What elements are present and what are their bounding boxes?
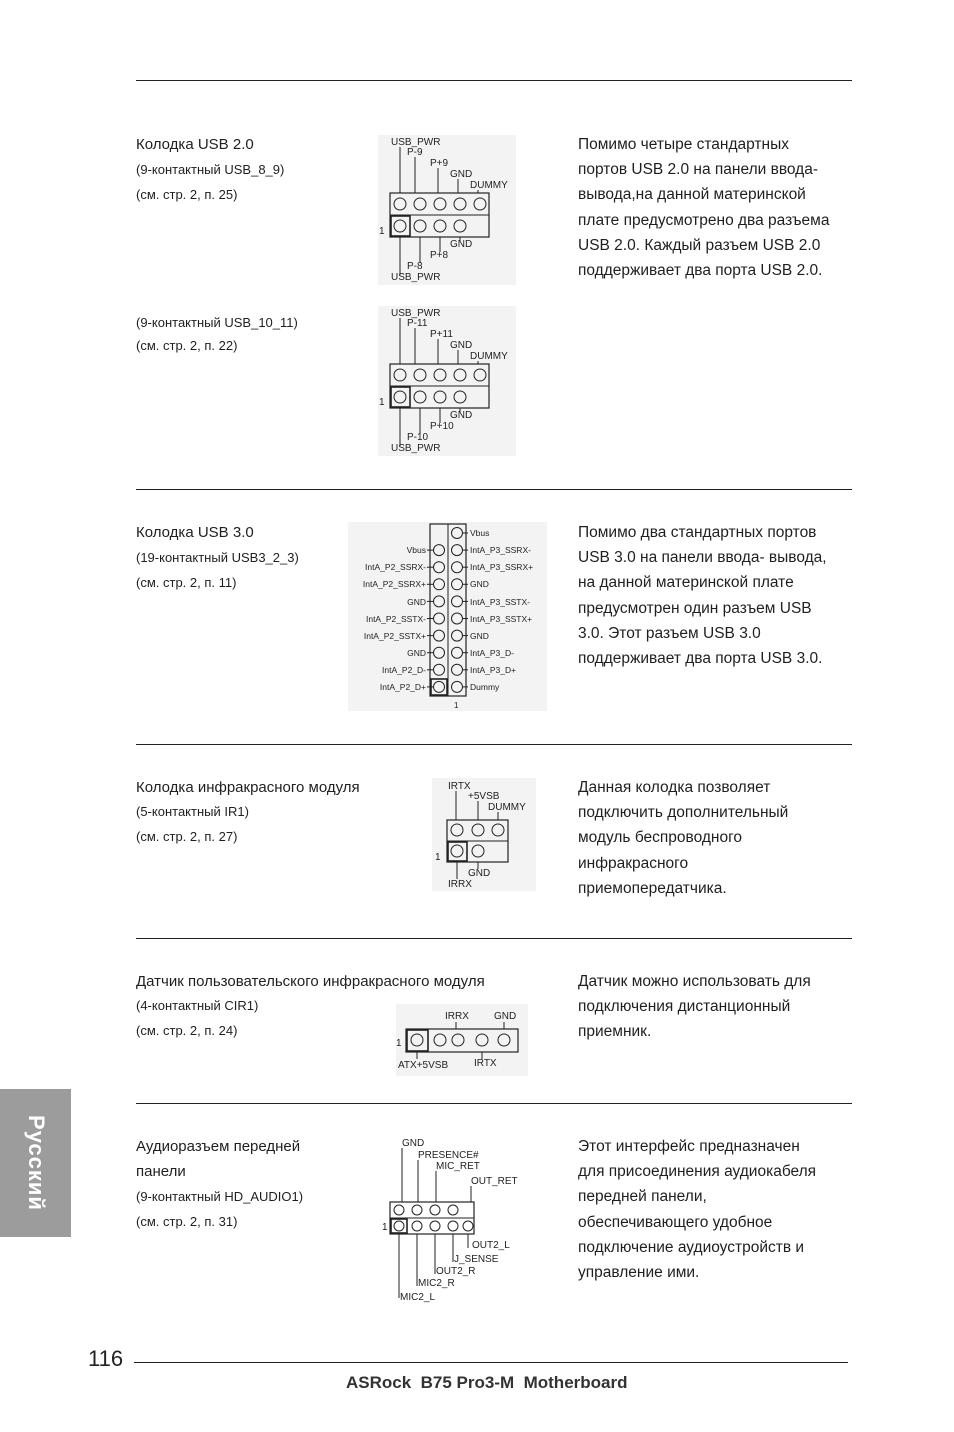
diagram-label: IntA_P3_SSTX- xyxy=(470,597,531,607)
language-side-tab xyxy=(0,1089,71,1237)
diagram-label: Vbus xyxy=(406,545,426,555)
diagram-label: IntA_P2_SSTX+ xyxy=(363,631,426,641)
desc-line: инфракрасного xyxy=(578,854,689,872)
diagram-label: MIC2_L xyxy=(400,1292,436,1303)
usb3-header-diagram xyxy=(348,522,547,711)
usb2-description xyxy=(578,132,858,283)
diagram-label: IntA_P3_SSTX+ xyxy=(470,614,533,624)
desc-line: подключить дополнительный xyxy=(578,804,789,822)
diagram-label: IntA_P2_SSRX- xyxy=(365,562,426,572)
desc-line: поддерживает два порта USB 3.0. xyxy=(578,650,823,668)
desc-line: вывода,на данной материнской xyxy=(578,186,806,204)
usb3-title: Колодка USB 3.0 xyxy=(136,524,254,541)
pin1-marker: 1 xyxy=(396,1038,402,1049)
usb2-header-diagram-a xyxy=(378,135,516,285)
diagram-label: P-9 xyxy=(407,147,423,158)
desc-line: USB 3.0 на панели ввода- вывода, xyxy=(578,549,827,567)
desc-line: Помимо два стандартных портов xyxy=(578,524,817,541)
desc-line: обеспечивающего удобное xyxy=(578,1213,773,1231)
pin xyxy=(452,596,463,607)
diagram-label: IntA_P2_D+ xyxy=(379,682,426,692)
diagram-label: USB_PWR xyxy=(391,308,441,319)
pin xyxy=(452,579,463,590)
diagram-label: GND xyxy=(470,579,489,589)
diagram-label: OUT2_R xyxy=(436,1266,476,1277)
diagram-label: J_SENSE xyxy=(454,1254,499,1265)
desc-line: плате предусмотрено два разъема xyxy=(578,211,830,229)
cir-title: Датчик пользовательского инфракрасного модуля xyxy=(136,973,485,990)
diagram-label: P+9 xyxy=(430,158,449,169)
diagram-label: DUMMY xyxy=(470,351,508,362)
footer-title: ASRock B75 Pro3-M Motherboard xyxy=(346,1373,628,1392)
usb2-title: Колодка USB 2.0 xyxy=(136,136,254,153)
diagram-label: MIC2_R xyxy=(418,1278,455,1289)
diagram-label: Dummy xyxy=(470,682,500,692)
usb2-sub-ref-a: (см. стр. 2, п. 25) xyxy=(136,187,238,202)
desc-line: USB 2.0. Каждый разъем USB 2.0 xyxy=(578,236,821,254)
ir-header-diagram xyxy=(432,778,536,891)
pin xyxy=(452,630,463,641)
desc-line: для присоединения аудиокабеля xyxy=(578,1163,817,1181)
pin xyxy=(452,681,463,692)
pin xyxy=(452,545,463,556)
desc-line: Помимо четыре стандартных xyxy=(578,136,789,153)
pin xyxy=(434,562,445,573)
diagram-label: P+10 xyxy=(430,421,454,432)
section-divider xyxy=(136,1103,852,1104)
pin xyxy=(434,664,445,675)
diagram-label: GND xyxy=(407,648,426,658)
page-number: 116 xyxy=(88,1346,124,1371)
diagram-label: GND xyxy=(494,1011,517,1022)
audio-title-line1: Аудиоразъем передней xyxy=(136,1138,301,1155)
usb2-sub-ref-b: (см. стр. 2, п. 22) xyxy=(136,338,238,353)
diagram-label: GND xyxy=(468,868,491,879)
audio-sub-ref: (см. стр. 2, п. 31) xyxy=(136,1214,238,1229)
diagram-label: IntA_P3_D- xyxy=(470,648,514,658)
pin xyxy=(434,613,445,624)
diagram-label: IRRX xyxy=(448,879,472,890)
usb2-header-diagram-b xyxy=(378,306,516,456)
diagram-label: PRESENCE# xyxy=(418,1150,479,1161)
pin xyxy=(452,613,463,624)
desc-line: подключения дистанционный xyxy=(578,998,791,1016)
diagram-label: OUT2_L xyxy=(472,1240,510,1251)
diagram-label: GND xyxy=(402,1138,425,1149)
diagram-label: IntA_P3_SSRX- xyxy=(470,545,531,555)
diagram-label: +5VSB xyxy=(468,791,500,802)
diagram-label: IntA_P2_SSTX- xyxy=(365,614,426,624)
usb3-description xyxy=(578,520,858,671)
diagram-label: Vbus xyxy=(470,528,490,538)
cir-description xyxy=(578,969,858,1045)
diagram-label: ATX+5VSB xyxy=(398,1060,449,1071)
diagram-label: P-10 xyxy=(407,432,429,443)
desc-line: Датчик можно использовать для xyxy=(578,973,811,990)
section-divider xyxy=(136,744,852,745)
diagram-label: P-8 xyxy=(407,261,423,272)
diagram-label: GND xyxy=(450,410,473,421)
diagram-label: USB_PWR xyxy=(391,443,441,454)
desc-line: поддерживает два порта USB 2.0. xyxy=(578,262,823,280)
pin xyxy=(452,664,463,675)
desc-line: Этот интерфейс предназначен xyxy=(578,1138,800,1155)
audio-description xyxy=(578,1134,858,1285)
desc-line: 3.0. Этот разъем USB 3.0 xyxy=(578,624,761,642)
diagram-label: IRRX xyxy=(445,1011,469,1022)
ir-sub-pins: (5-контактный IR1) xyxy=(136,804,249,819)
diagram-label: USB_PWR xyxy=(391,137,441,148)
diagram-label: IRTX xyxy=(448,781,471,792)
pin xyxy=(434,545,445,556)
side-tab-label: Русский xyxy=(23,1115,49,1211)
diagram-label: GND xyxy=(450,239,473,250)
diagram-label: P+11 xyxy=(430,329,453,340)
diagram-label: IntA_P2_D- xyxy=(382,665,426,675)
desc-line: передней панели, xyxy=(578,1188,707,1206)
top-rule xyxy=(136,80,852,81)
desc-line: приемник. xyxy=(578,1023,652,1041)
diagram-label: GND xyxy=(407,597,426,607)
ir-description xyxy=(578,775,858,901)
diagram-label: DUMMY xyxy=(488,802,526,813)
section-divider xyxy=(136,489,852,490)
diagram-label: GND xyxy=(450,340,473,351)
pin1-marker: 1 xyxy=(382,1222,388,1233)
diagram-label: OUT_RET xyxy=(471,1176,518,1187)
diagram-label: IRTX xyxy=(474,1058,497,1069)
diagram-label: GND xyxy=(470,631,489,641)
diagram-label: P-11 xyxy=(407,318,428,329)
footer-rule xyxy=(134,1362,848,1363)
cir-sub-ref: (см. стр. 2, п. 24) xyxy=(136,1023,238,1038)
pin xyxy=(452,647,463,658)
diagram-label: MIC_RET xyxy=(436,1161,480,1172)
diagram-label: DUMMY xyxy=(470,180,508,191)
pin1-marker: 1 xyxy=(379,397,385,408)
usb3-sub-pins: (19-контактный USB3_2_3) xyxy=(136,550,299,565)
ir-sub-ref: (см. стр. 2, п. 27) xyxy=(136,829,238,844)
desc-line: Данная колодка позволяет xyxy=(578,779,771,796)
cir-header-diagram xyxy=(396,1004,528,1076)
audio-sub-pins: (9-контактный HD_AUDIO1) xyxy=(136,1189,304,1204)
pin xyxy=(434,630,445,641)
ir-title: Колодка инфракрасного модуля xyxy=(136,779,360,796)
pin1-marker: 1 xyxy=(454,701,459,710)
pin xyxy=(434,681,445,692)
cir-sub-pins: (4-контактный CIR1) xyxy=(136,998,259,1013)
audio-header-diagram xyxy=(380,1136,530,1306)
section-divider xyxy=(136,938,852,939)
usb2-sub-pins-a: (9-контактный USB_8_9) xyxy=(136,162,285,177)
usb3-sub-ref: (см. стр. 2, п. 11) xyxy=(136,575,237,590)
desc-line: подключение аудиоустройств и xyxy=(578,1238,805,1256)
pin1-marker: 1 xyxy=(379,226,385,237)
diagram-label: IntA_P3_D+ xyxy=(470,665,517,675)
pin xyxy=(434,579,445,590)
desc-line: управление ими. xyxy=(578,1264,700,1282)
diagram-label: IntA_P3_SSRX+ xyxy=(470,562,534,572)
desc-line: предусмотрен один разъем USB xyxy=(578,599,812,617)
desc-line: модуль беспроводного xyxy=(578,829,743,847)
diagram-label: USB_PWR xyxy=(391,272,441,283)
pin xyxy=(452,562,463,573)
usb2-sub-pins-b: (9-контактный USB_10_11) xyxy=(136,315,298,330)
desc-line: на данной материнской плате xyxy=(578,574,794,592)
diagram-label: IntA_P2_SSRX+ xyxy=(362,579,426,589)
pin xyxy=(434,647,445,658)
pin1-marker: 1 xyxy=(435,852,441,863)
desc-line: приемопередатчика. xyxy=(578,879,727,897)
audio-title-line2: панели xyxy=(136,1163,186,1180)
diagram-label: P+8 xyxy=(430,250,449,261)
pin xyxy=(452,528,463,539)
diagram-label: GND xyxy=(450,169,473,180)
pin xyxy=(434,596,445,607)
desc-line: портов USB 2.0 на панели ввода- xyxy=(578,161,818,179)
